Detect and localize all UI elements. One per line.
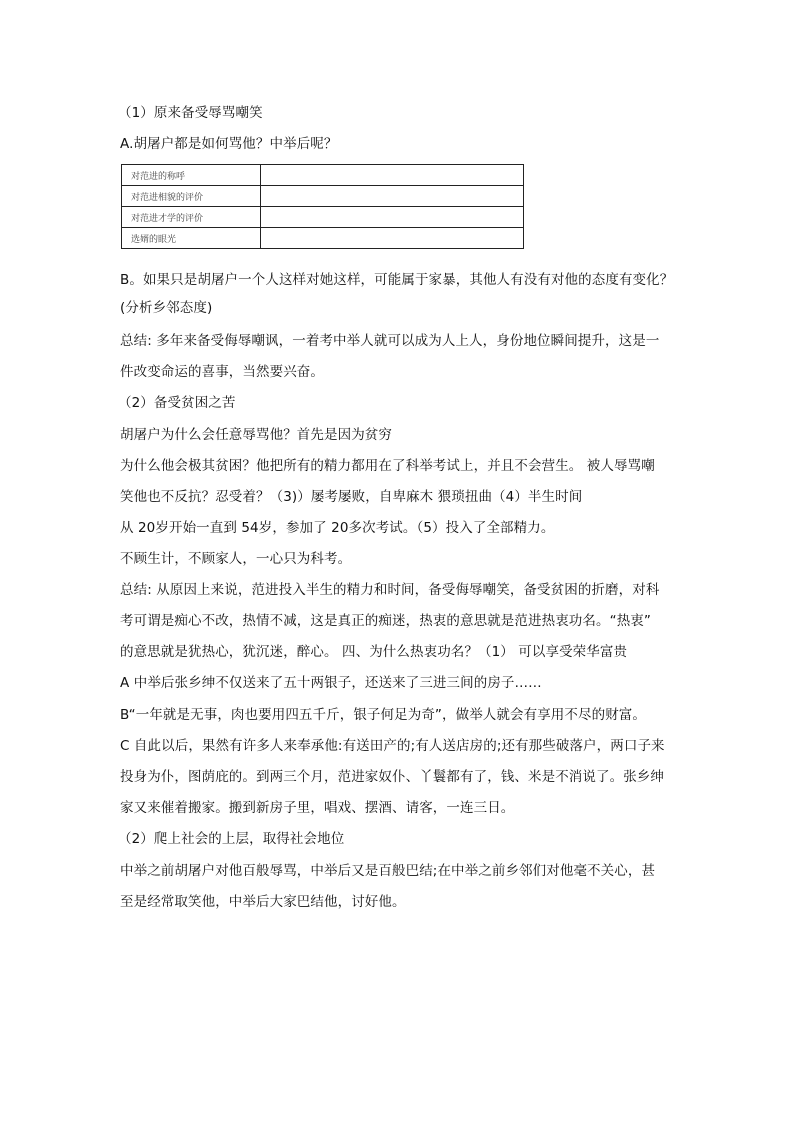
section-3-title: （2）爬上社会的上层，取得社会地位 [118,831,345,847]
table-row [122,207,524,228]
point-c-line-2: 投身为仆，图荫庇的。到两三个月，范进家奴仆、丫鬟都有了，钱、米是不消说了。张乡绅 [120,769,664,785]
table-row [122,228,524,249]
summary-1-line-2: 件改变命运的喜事，当然要兴奋。 [120,364,324,380]
row-label: 对范进的称呼 [122,165,261,186]
point-c-line-1: C 自此以后，果然有许多人来奉承他:有送田产的;有人送店房的;还有那些破落户，两口子来 [120,738,665,754]
para-2-line-5: 不顾生计，不顾家人，一心只为科考。 [120,551,352,567]
summary-2-line-2: 考可谓是痴心不改，热情不减，这是真正的痴迷，热衷的意思就是范进热衷功名。“热衷” [120,613,651,629]
point-a: A 中举后张乡绅不仅送来了五十两银子，还送来了三进三间的房子…… [120,675,542,691]
para-2-line-3: 笑他也不反抗？忍受着？（3)）屡考屡败，自卑麻木 猥琐扭曲（4）半生时间 [120,489,583,505]
table-row [122,186,524,207]
question-b-note: (分析乡邻态度) [120,300,213,316]
row-label: 对范进相貌的评价 [122,186,261,207]
para-2-line-4: 从 20岁开始一直到 54岁，参加了 20多次考试。（5）投入了全部精力。 [120,520,555,536]
row-answer-cell [261,228,524,249]
section-2-title: （2）备受贫困之苦 [118,395,236,411]
row-answer-cell [261,186,524,207]
summary-2-line-1: 总结: 从原因上来说，范进投入半生的精力和时间，备受侮辱嘲笑，备受贫困的折磨，对科 [120,582,660,598]
row-answer-cell [261,165,524,186]
para-3-line-1: 中举之前胡屠户对他百般辱骂，中举后又是百般巴结;在中举之前乡邻们对他毫不关心，甚 [120,863,656,879]
question-b: B。如果只是胡屠户一个人这样对她这样，可能属于家暴，其他人有没有对他的态度有变化？ [120,272,674,288]
table-row [122,165,524,186]
para-2-line-2: 为什么他会极其贫困？他把所有的精力都用在了科举考试上，并且不会营生。 被人辱骂嘲 [120,458,655,474]
row-label: 对范进才学的评价 [122,207,261,228]
summary-1-line-1: 总结: 多年来备受侮辱嘲讽，一着考中举人就可以成为人上人，身份地位瞬间提升，这是一 [120,333,660,349]
question-a: A.胡屠户都是如何骂他？中举后呢？ [120,136,338,152]
point-c-line-3: 家又来催着搬家。搬到新房子里，唱戏、摆酒、请客，一连三日。 [120,800,515,816]
para-2-line-1: 胡屠户为什么会任意辱骂他？首先是因为贫穷 [120,427,392,443]
point-b: B“一年就是无事，肉也要用四五千斤，银子何足为奇”，做举人就会有享用不尽的财富。 [120,707,647,723]
summary-2-line-3: 的意思就是犹热心，犹沉迷，醉心。 四、为什么热衷功名？（1） 可以享受荣华富贵 [120,644,628,660]
row-answer-cell [261,207,524,228]
section-1-title: （1）原来备受辱骂嘲笑 [118,105,263,121]
row-label: 选婿的眼光 [122,228,261,249]
para-3-line-2: 至是经常取笑他，中举后大家巴结他，讨好他。 [120,894,406,910]
fill-in-table [121,164,524,249]
